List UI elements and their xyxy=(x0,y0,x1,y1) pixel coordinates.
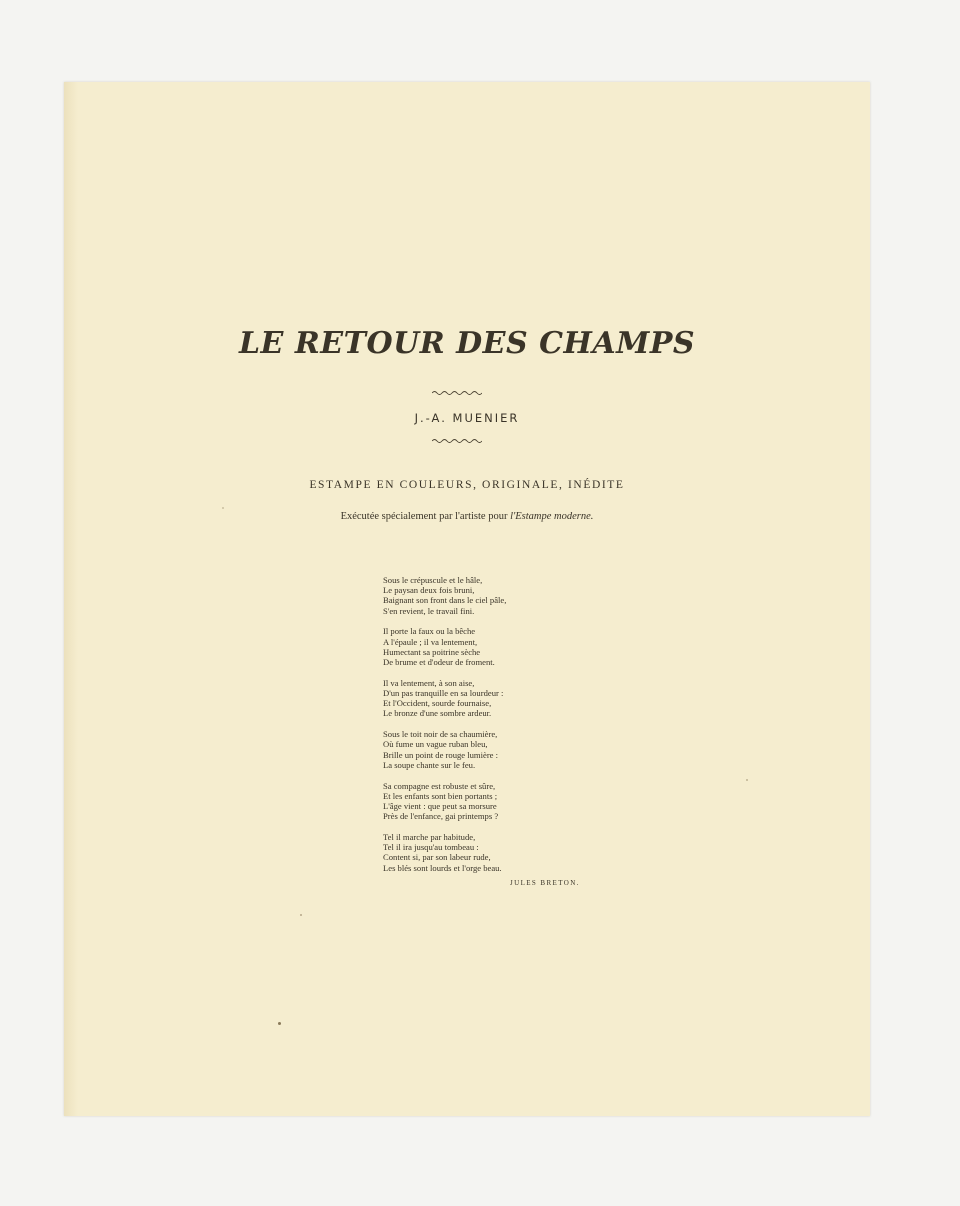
artist-name: J.-A. MUENIER xyxy=(414,411,520,425)
poem-line: Sous le toit noir de sa chaumière, xyxy=(383,729,498,740)
poem-line: D'un pas tranquille en sa lourdeur : xyxy=(383,688,504,699)
poem-line: Sous le crépuscule et le hâle, xyxy=(383,575,483,585)
poem-line: Baignant son front dans le ciel pâle, xyxy=(383,595,507,606)
credit-publication: l'Estampe moderne. xyxy=(510,511,594,522)
poem-stanza xyxy=(383,781,643,822)
poem-line: Le bronze d'une sombre ardeur. xyxy=(383,708,492,719)
credit-line xyxy=(64,511,870,522)
poem-line: Content si, par son labeur rude, xyxy=(383,852,491,863)
poem-line: Et l'Occident, sourde fournaise, xyxy=(383,698,492,709)
poem-line: Il va lentement, à son aise, xyxy=(383,677,475,688)
poem-line: Humectant sa poitrine sèche xyxy=(383,646,481,657)
ornament-divider-bottom xyxy=(432,438,482,444)
paper-speck xyxy=(746,779,748,781)
poem-line: De brume et d'odeur de froment. xyxy=(383,657,495,668)
paper-speck xyxy=(222,507,224,509)
poem-line: Où fume un vague ruban bleu, xyxy=(383,739,488,750)
paper-speck xyxy=(300,914,302,916)
poem-line: Tel il ira jusqu'au tombeau : xyxy=(383,842,479,853)
poem-line: S'en revient, le travail fini. xyxy=(383,605,475,616)
print-description: ESTAMPE EN COULEURS, ORIGINALE, INÉDITE xyxy=(309,479,625,491)
ornament-divider-top xyxy=(432,390,482,396)
poem-line: La soupe chante sur le feu. xyxy=(383,759,476,770)
poem-line: Il porte la faux ou la bêche xyxy=(383,626,476,637)
sheet-edge-shadow xyxy=(64,82,78,1116)
poem xyxy=(383,575,643,883)
poem-stanza xyxy=(383,678,643,719)
poem-stanza xyxy=(383,832,643,873)
document-title: LE RETOUR DES CHAMPS xyxy=(238,326,696,361)
poem-line: Brille un point de rouge lumière : xyxy=(383,749,499,760)
poem-line: L'âge vient : que peut sa morsure xyxy=(383,801,497,812)
poem-stanza xyxy=(383,626,643,667)
poem-signature: JULES BRETON. xyxy=(510,879,580,887)
poem-line: Et les enfants sont bien portants ; xyxy=(383,790,498,801)
poem-line: A l'épaule ; il va lentement, xyxy=(383,636,478,647)
poem-line: Le paysan deux fois bruni, xyxy=(383,585,475,596)
printed-sheet xyxy=(64,82,870,1116)
poem-line: Près de l'enfance, gai printemps ? xyxy=(383,811,499,822)
poem-line: Tel il marche par habitude, xyxy=(383,832,476,843)
poem-stanza xyxy=(383,729,643,770)
credit-prefix: Exécutée spécialement par l'artiste pour xyxy=(340,511,511,522)
poem-stanza xyxy=(383,575,643,616)
poem-line: Sa compagne est robuste et sûre, xyxy=(383,780,496,791)
poem-line: Les blés sont lourds et l'orge beau. xyxy=(383,862,502,873)
paper-speck xyxy=(278,1022,281,1025)
